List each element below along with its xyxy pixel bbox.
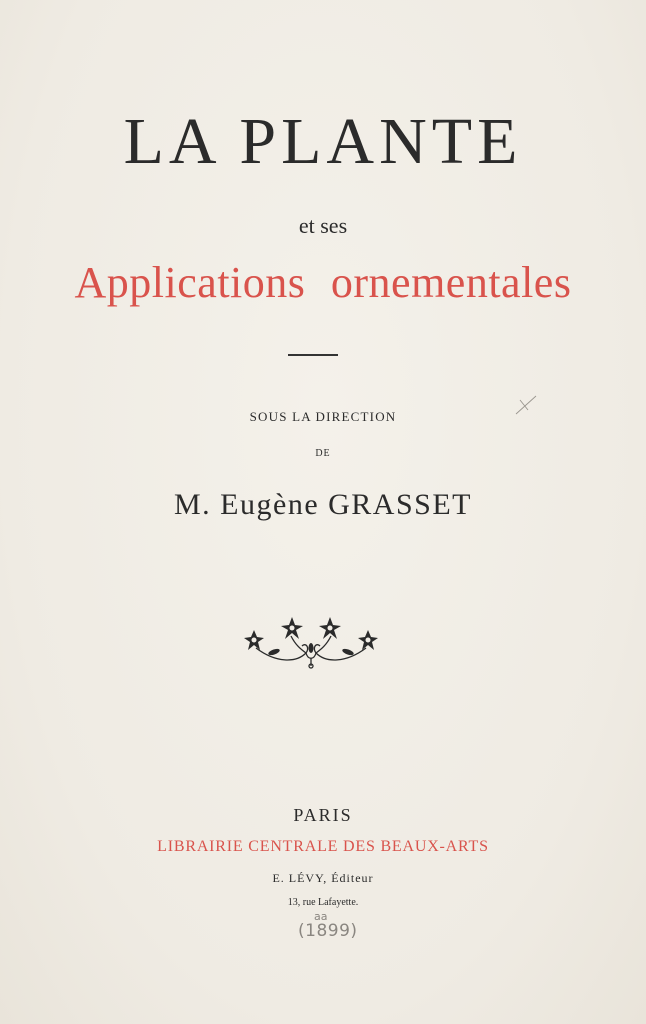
subtitle-main: Applications ornementales — [74, 258, 572, 307]
pencil-initials: aa — [314, 910, 328, 923]
pencil-annotation — [298, 910, 358, 950]
imprint-city: PARIS — [293, 805, 353, 825]
direction-line: SOUS LA DIRECTION — [249, 409, 397, 424]
book-title: LA PLANTE — [123, 105, 523, 178]
direction-de: DE — [315, 448, 331, 459]
pencil-year: (1899) — [298, 921, 358, 941]
imprint-editor: E. LÉVY, Éditeur — [272, 871, 374, 885]
subtitle-connector: et ses — [298, 213, 348, 238]
floral-vignette-icon — [236, 608, 386, 670]
imprint-address: 13, rue Lafayette. — [287, 897, 359, 908]
divider-rule — [288, 354, 338, 356]
pencil-cross-mark-icon — [514, 394, 538, 416]
author-name: M. Eugène GRASSET — [174, 488, 472, 521]
imprint-publisher: LIBRAIRIE CENTRALE DES BEAUX-ARTS — [157, 838, 489, 855]
